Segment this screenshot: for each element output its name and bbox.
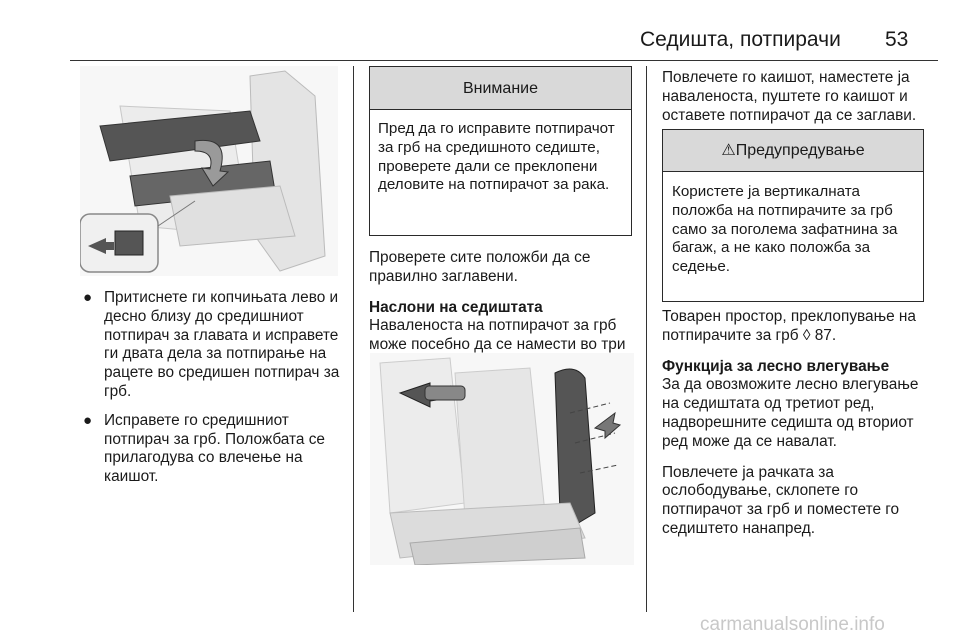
warning-triangle-icon: ⚠ <box>721 142 736 159</box>
paragraph: Проверете сите положби да се правилно заглавени. <box>369 249 591 285</box>
list-item-text: Исправете го средишниот потпирач за грб. Положбата се прилагодува со влечење на каишот. <box>104 411 325 486</box>
column-3 <box>662 69 930 137</box>
notice-title: Внимание <box>370 67 631 110</box>
list-item-text: Притиснете ги копчињата лево и десно близу до средишниот потпирач за главата и исправете ги двата дела за потпирање на рацете во средишен потпирач за грб. <box>104 289 340 400</box>
column-3-lower <box>662 308 930 551</box>
page-ref-link[interactable]: 87. <box>814 326 837 344</box>
paragraph: Повлечете го каишот, наместете ја наваленоста, пуштете го каишот и оставете потпирачот да се заглави. <box>662 69 917 124</box>
list-item <box>75 412 347 487</box>
cross-ref-text: Товарен простор, преклопување на потпирачите за грб <box>662 308 916 344</box>
seat-recline-illustration <box>370 353 634 565</box>
center-backrest-illustration <box>80 66 338 276</box>
page-ref-icon: ◊ <box>802 326 811 344</box>
warning-box <box>662 129 924 302</box>
warning-body: Користете ја вертикалната положба на потпирачите за грб само за поголема зафатнина за багаж, а не како положба за седење. <box>672 183 898 276</box>
column-divider-2 <box>646 66 647 612</box>
section-heading: Наслони на седиштата <box>369 298 543 316</box>
bullet-icon: ● <box>83 411 93 429</box>
seat-recline-drawing <box>370 353 634 565</box>
bullet-icon: ● <box>83 289 93 306</box>
column-divider-1 <box>353 66 354 612</box>
warning-header <box>663 130 923 172</box>
paragraph: За да овозможите лесно влегување на седиштата од третиот ред, надворешните седишта од вториот ред може да се навалат. <box>662 376 919 450</box>
center-backrest-drawing <box>80 66 338 276</box>
paragraph: Наваленоста на потпирачот за грб може посебно да се намести во три <box>369 317 626 354</box>
column-1 <box>75 289 347 497</box>
page-header-title: Седишта, потпирачи <box>640 28 841 51</box>
header-rule <box>70 60 938 61</box>
warning-title: Предупредување <box>735 142 865 159</box>
list-item <box>75 289 347 402</box>
paragraph: Повлечете ја рачката за ослободување, склопете го потпирачот за грб и поместете го седиштето нанапред. <box>662 463 900 537</box>
paragraph-cross-ref <box>662 308 930 346</box>
section-heading: Функција за лесно влегување <box>662 357 890 375</box>
watermark: carmanualsonline.info <box>700 614 885 635</box>
notice-box <box>369 66 632 236</box>
page-number: 53 <box>885 28 909 51</box>
notice-body: Пред да го исправите потпирачот за грб на средишното седиште, проверете дали се преклопени деловите на потпирачот за рака. <box>378 120 615 194</box>
